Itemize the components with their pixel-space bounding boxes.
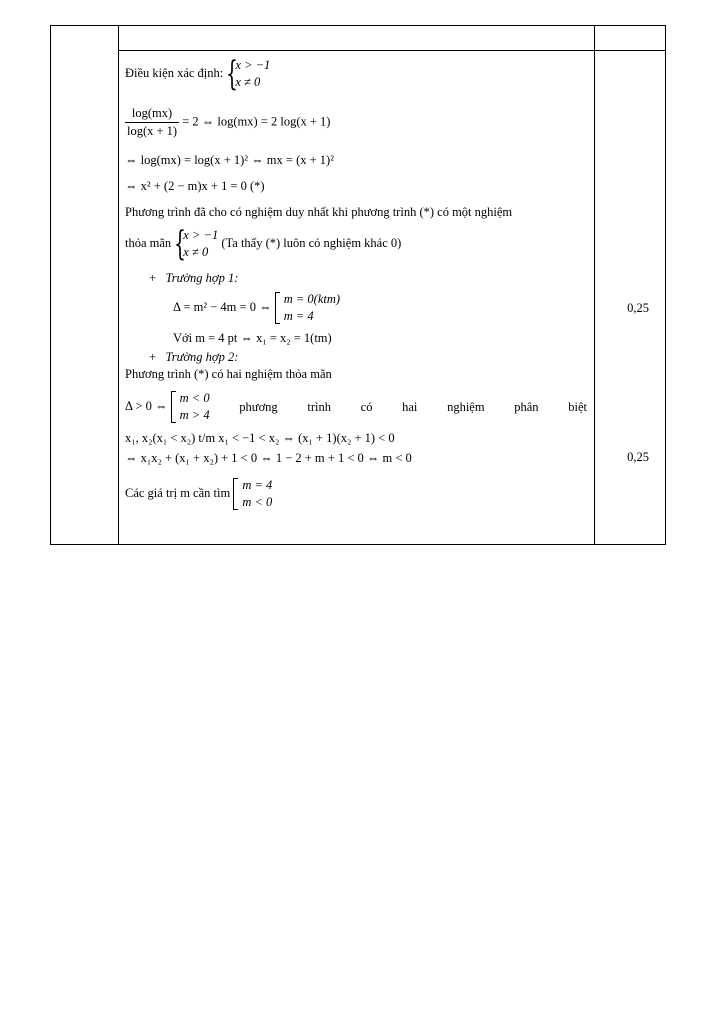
case-1-title: Trường hợp 1:: [165, 271, 239, 285]
square-bracket-icon: [171, 391, 176, 423]
case-1-heading: [149, 271, 238, 286]
square-bracket-icon: [275, 292, 280, 324]
vieta-line: ⇔ x₁x₂ + (x₁ + x₂) + 1 < 0 ⇔ 1 − 2 + m + 1 < 0 ⇔ m < 0: [125, 451, 412, 465]
curly-brace-icon: {: [174, 224, 187, 264]
fraction-denominator: log(x + 1): [127, 124, 178, 138]
condition-1: x > −1: [183, 228, 219, 242]
case-1-discriminant: [173, 291, 340, 325]
solution-set: [275, 291, 340, 325]
two-roots-statement: Phương trình (*) có hai nghiệm thỏa mãn: [125, 367, 332, 381]
word: biệt: [568, 399, 587, 414]
quadratic-line: ⇔ x² + (2 − m)x + 1 = 0 (*): [125, 179, 265, 193]
condition-system: [226, 54, 271, 94]
word: phương: [239, 399, 278, 414]
word: có: [360, 399, 373, 414]
word: phân: [514, 399, 539, 414]
option-2: m > 4: [179, 408, 210, 422]
case-2-bullet: +: [149, 350, 157, 364]
final-solution-set: [233, 477, 272, 511]
discriminant-positive: Δ > 0 ⇔: [125, 398, 168, 413]
condition-1: x > −1: [235, 58, 271, 72]
nonzero-root-note: (Ta thấy (*) luôn có nghiệm khác 0): [221, 235, 402, 250]
word: nghiệm: [447, 399, 485, 414]
domain-condition-line: [125, 54, 271, 94]
table-border-top: [50, 25, 666, 26]
square-bracket-icon: [233, 478, 238, 510]
curly-brace-icon: {: [226, 54, 239, 94]
equivalence-line-1: ⇔ log(mx) = log(x + 1)² ⇔ mx = (x + 1)²: [125, 153, 334, 167]
option-2: m = 4: [283, 309, 314, 323]
fraction-numerator: log(mx): [125, 105, 179, 123]
discriminant-positive-group: [125, 390, 210, 424]
root-position-line: x₁, x₂(x₁ < x₂) t/m x₁ < −1 < x₂ ⇔ (x₁ + 1)(x₂ + 1) < 0: [125, 431, 395, 445]
solution-set-2: [171, 390, 210, 424]
solution-content: [125, 51, 595, 545]
table-border-col1: [118, 25, 119, 545]
option-1: m = 0(ktm): [283, 292, 341, 306]
table-border-left: [50, 25, 51, 545]
condition-system-2: [174, 224, 219, 264]
discriminant-positive-line: [125, 387, 587, 427]
condition-2: x ≠ 0: [235, 75, 261, 89]
condition-satisfy-line: [125, 224, 402, 264]
final-answer-line: [125, 477, 272, 511]
satisfy-label: thỏa mãn: [125, 235, 172, 250]
log-fraction: [125, 105, 179, 140]
condition-2: x ≠ 0: [183, 245, 209, 259]
case-2-title: Trường hợp 2:: [165, 350, 239, 364]
score-1: 0,25: [627, 301, 649, 315]
word: trình: [307, 399, 331, 414]
score-2: 0,25: [627, 450, 649, 464]
answer-table: [50, 25, 666, 545]
discriminant-equation: Δ = m² − 4m = 0 ⇔: [173, 299, 272, 314]
case-2-heading: [149, 350, 238, 365]
case-1-bullet: +: [149, 271, 157, 285]
log-equation-rest: = 2 ⇔ log(mx) = 2 log(x + 1): [179, 114, 331, 129]
option-2: m < 0: [242, 495, 273, 509]
log-equation-line: [125, 105, 330, 140]
option-1: m < 0: [179, 391, 210, 405]
option-1: m = 4: [242, 478, 273, 492]
unique-root-statement: Phương trình đã cho có nghiệm duy nhất khi phương trình (*) có một nghiệm: [125, 205, 513, 219]
domain-condition-label: Điều kiện xác định:: [125, 65, 224, 80]
final-answer-label: Các giá trị m cần tìm: [125, 485, 231, 500]
word: hai: [402, 399, 418, 414]
case-1-result: Với m = 4 pt ⇔ x₁ = x₂ = 1(tm): [173, 331, 332, 345]
table-border-right: [665, 25, 666, 545]
